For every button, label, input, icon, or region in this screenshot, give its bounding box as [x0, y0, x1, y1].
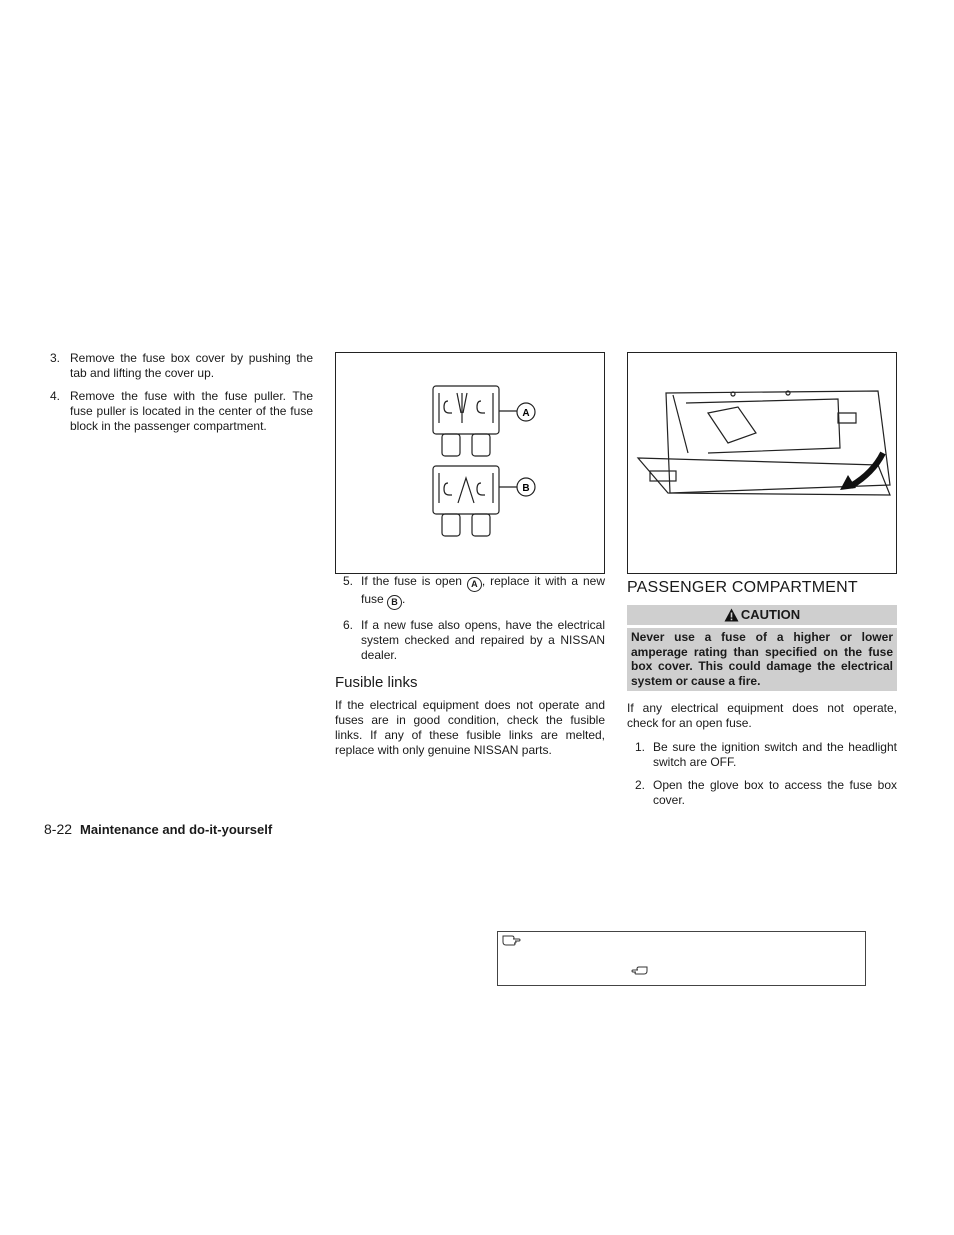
caution-header: CAUTION — [627, 605, 897, 625]
caution-text: Never use a fuse of a higher or lower amperage rating than specified on the fuse box cover. This could damage the electrical system or cause a fire. — [627, 628, 897, 691]
callout-b-ref: B — [387, 595, 402, 610]
right-steps — [627, 740, 897, 808]
fuse-body-a — [433, 386, 499, 434]
glove-box-diagram — [628, 353, 896, 573]
caution-box — [627, 605, 897, 691]
fuse-diagram — [336, 353, 604, 573]
list-item: 1. Be sure the ignition switch and the headlight switch are OFF. — [635, 740, 897, 770]
pointing-hand-icon — [631, 964, 649, 976]
list-item: 4. Remove the fuse with the fuse puller. The fuse puller is located in the center of the fuse block in the passenger compartment. — [50, 389, 313, 433]
reference-box — [497, 931, 866, 986]
warning-triangle-icon — [724, 608, 739, 622]
fuse-blade-b-right — [472, 514, 490, 536]
fuse-illustration — [335, 352, 605, 574]
middle-column — [335, 352, 605, 758]
middle-steps — [335, 574, 605, 663]
chapter-title: Maintenance and do-it-yourself — [80, 822, 273, 837]
fusible-links-text: If the electrical equipment does not operate and fuses are in good condition, check the fusible links. If any of these fusible links are melted, replace with only genuine NISSAN parts. — [335, 698, 605, 757]
list-item: 3. Remove the fuse box cover by pushing the tab and lifting the cover up. — [50, 351, 313, 380]
page-footer — [44, 821, 272, 837]
left-column — [50, 351, 313, 442]
fusible-links-heading: Fusible links — [335, 674, 418, 691]
right-column — [627, 352, 897, 816]
glove-box-opening — [686, 399, 840, 453]
callout-a-ref: A — [467, 577, 482, 592]
callout-b: B — [522, 483, 530, 494]
fuse-body-b — [433, 466, 499, 514]
fuse-blade-b-left — [442, 514, 460, 536]
list-item: 5. If the fuse is open A , replace it with a new fuse B . — [335, 574, 605, 610]
fuse-blade-a-right — [472, 434, 490, 456]
intro-text: If any electrical equipment does not operate, check for an open fuse. — [627, 701, 897, 731]
list-item: 6. If a new fuse also opens, have the electrical system checked and repaired by a NISSAN dealer. — [343, 618, 605, 662]
open-arrow-icon — [851, 453, 883, 486]
page-number: 8-22 — [44, 821, 73, 837]
glove-box-illustration — [627, 352, 897, 574]
fuse-blade-a-left — [442, 434, 460, 456]
dash-panel — [666, 391, 890, 493]
pointing-hand-icon — [501, 932, 521, 946]
section-heading: PASSENGER COMPARTMENT — [627, 579, 858, 596]
list-item: 2. Open the glove box to access the fuse box cover. — [635, 778, 897, 808]
left-steps — [50, 351, 313, 434]
callout-a: A — [522, 408, 530, 419]
